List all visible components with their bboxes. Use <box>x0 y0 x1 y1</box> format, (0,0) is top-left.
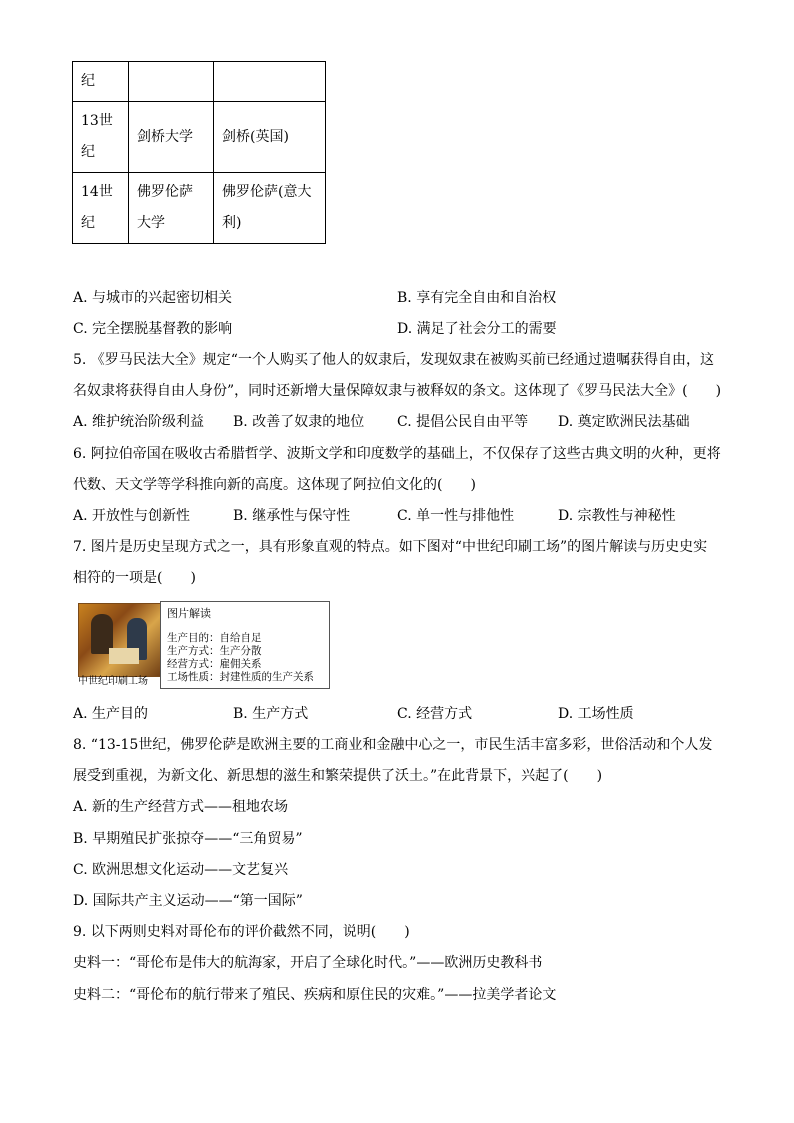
q7-stem-line1: 7. 图片是历史呈现方式之一，具有形象直观的特点。如下图对“中世纪印刷工场”的图片解读与历史史实 <box>73 539 708 555</box>
q8-option-d: D. 国际共产主义运动——“第一国际” <box>73 893 303 909</box>
q6-stem-line2: 代数、天文学等学科推向新的高度。这体现了阿拉伯文化的( ) <box>73 477 476 493</box>
q5-option-a: A. 维护统治阶级利益 <box>73 414 205 430</box>
interpretation-box <box>160 601 330 689</box>
table-cell-university <box>129 62 214 102</box>
table-cell-city: 剑桥(英国) <box>214 102 326 173</box>
table-cell-university: 佛罗伦萨大学 <box>129 173 214 244</box>
q4-option-a: A. 与城市的兴起密切相关 <box>73 290 233 306</box>
table-cell-city <box>214 62 326 102</box>
interpretation-row: 生产目的：自给自足 <box>167 632 262 644</box>
table-row <box>73 102 326 173</box>
q6-stem-line1: 6. 阿拉伯帝国在吸收古希腊哲学、波斯文学和印度数学的基础上，不仅保存了这些古典文明的火种，更将 <box>73 446 721 462</box>
table-cell-century: 14世纪 <box>73 173 129 244</box>
q9-source-two: 史料二：“哥伦布的航行带来了殖民、疾病和原住民的灾难。”——拉美学者论文 <box>73 987 557 1003</box>
q8-option-c: C. 欧洲思想文化运动——文艺复兴 <box>73 862 289 878</box>
q6-option-b: B. 继承性与保守性 <box>233 508 351 524</box>
table-cell-century: 纪 <box>73 62 129 102</box>
table-row <box>73 173 326 244</box>
q9-stem: 9. 以下两则史料对哥伦布的评价截然不同，说明( ) <box>73 924 410 940</box>
q5-stem-line1: 5. 《罗马民法大全》规定“一个人购买了他人的奴隶后，发现奴隶在被购买前已经通过遗嘱获得自由，这 <box>73 352 714 368</box>
table-row <box>73 62 326 102</box>
university-table <box>72 61 326 244</box>
q8-option-a: A. 新的生产经营方式——租地农场 <box>73 799 289 815</box>
q8-stem-line1: 8. “13-15世纪，佛罗伦萨是欧洲主要的工商业和金融中心之一，市民生活丰富多彩，世俗活动和个人发 <box>73 737 713 753</box>
q7-option-d: D. 工场性质 <box>558 706 634 722</box>
interpretation-row: 工场性质：封建性质的生产关系 <box>167 671 314 683</box>
q4-option-b: B. 享有完全自由和自治权 <box>397 290 557 306</box>
q7-option-c: C. 经营方式 <box>397 706 473 722</box>
q5-stem-line2: 名奴隶将获得自由人身份”，同时还新增大量保障奴隶与被释奴的条文。这体现了《罗马民法大全》( ) <box>73 383 722 399</box>
table-cell-university: 剑桥大学 <box>129 102 214 173</box>
q7-stem-line2: 相符的一项是( ) <box>73 570 196 586</box>
interpretation-title: 图片解读 <box>167 607 211 620</box>
interpretation-row: 经营方式：雇佣关系 <box>167 658 262 670</box>
q5-option-c: C. 提倡公民自由平等 <box>397 414 529 430</box>
q8-stem-line2: 展受到重视，为新文化、新思想的滋生和繁荣提供了沃土。”在此背景下，兴起了( ) <box>73 768 603 784</box>
q5-option-b: B. 改善了奴隶的地位 <box>233 414 365 430</box>
q6-option-d: D. 宗教性与神秘性 <box>558 508 676 524</box>
q6-option-c: C. 单一性与排他性 <box>397 508 515 524</box>
q8-option-b: B. 早期殖民扩张掠夺——“三角贸易” <box>73 831 303 847</box>
q9-source-one: 史料一：“哥伦布是伟大的航海家，开启了全球化时代。”——欧洲历史教科书 <box>73 955 543 971</box>
figure-caption: 中世纪印刷工场 <box>78 676 148 687</box>
q5-option-d: D. 奠定欧洲民法基础 <box>558 414 690 430</box>
q7-option-b: B. 生产方式 <box>233 706 309 722</box>
printing-workshop-picture <box>78 603 164 677</box>
table-cell-century: 13世纪 <box>73 102 129 173</box>
q4-option-d: D. 满足了社会分工的需要 <box>397 321 557 337</box>
table-cell-city: 佛罗伦萨(意大利) <box>214 173 326 244</box>
printing-workshop-figure <box>74 601 330 689</box>
q7-option-a: A. 生产目的 <box>73 706 149 722</box>
q4-option-c: C. 完全摆脱基督教的影响 <box>73 321 233 337</box>
q6-option-a: A. 开放性与创新性 <box>73 508 191 524</box>
interpretation-row: 生产方式：生产分散 <box>167 645 262 657</box>
